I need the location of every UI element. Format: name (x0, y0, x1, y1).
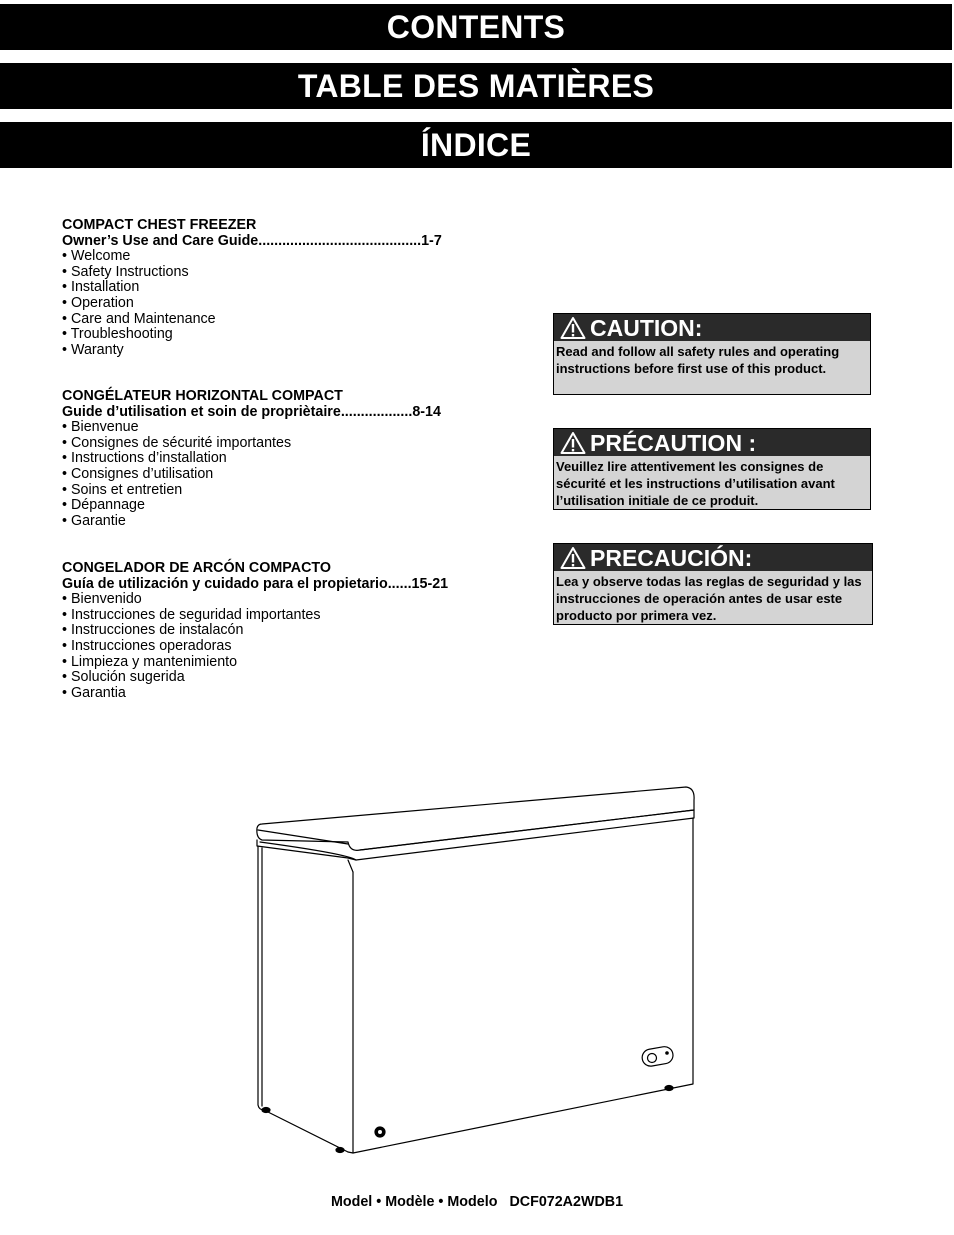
toc-item: • Welcome (62, 248, 131, 265)
toc-item: • Instrucciones operadoras (62, 637, 232, 654)
caution-title: PRECAUCIÓN: (590, 544, 753, 571)
toc-item: • Consignes d’utilisation (62, 465, 214, 482)
toc-item: • Instrucciones de seguridad importantes (62, 606, 321, 623)
toc-heading: CONGELADOR DE ARCÓN COMPACTO (62, 560, 331, 576)
toc-french-section (62, 389, 502, 529)
caution-text: Read and follow all safety rules and operating instructions before first use of this product. (556, 344, 840, 376)
toc-item: • Bienvenido (62, 591, 142, 608)
toc-item: • Soins et entretien (62, 481, 183, 498)
toc-heading: COMPACT CHEST FREEZER (62, 217, 257, 233)
toc-item: • Consignes de sécurité importantes (62, 434, 292, 451)
toc-item: • Waranty (62, 341, 124, 358)
contents-banner: CONTENTS (0, 4, 952, 50)
table-des-matieres-banner: TABLE DES MATIÈRES (0, 63, 952, 109)
caution-header (554, 544, 872, 571)
indice-banner: ÍNDICE (0, 122, 952, 168)
toc-item: • Safety Instructions (62, 263, 189, 280)
toc-item: • Care and Maintenance (62, 310, 216, 327)
warning-triangle-icon (560, 546, 586, 570)
toc-item: • Garantia (62, 684, 126, 701)
model-line (0, 1194, 954, 1210)
caution-box-french (553, 428, 871, 510)
toc-item: • Garantie (62, 512, 126, 529)
toc-item: • Troubleshooting (62, 326, 173, 343)
caution-text: Lea y observe todas las reglas de seguridad y las instrucciones de operación antes de usar este producto por primera vez. (556, 574, 862, 623)
toc-guide-entry[interactable]: Owner’s Use and Care Guide.........................................1-7 (62, 232, 442, 249)
warning-triangle-icon (560, 316, 586, 340)
model-label: Model • Modèle • Modelo (330, 1194, 498, 1210)
caution-title: PRÉCAUTION : (590, 429, 757, 456)
caution-title: CAUTION: (590, 314, 703, 341)
toc-item: • Bienvenue (62, 419, 139, 436)
toc-item: • Limpieza y mantenimiento (62, 653, 238, 670)
model-number: DCF072A2WDB1 (509, 1194, 624, 1210)
toc-item: • Solución sugerida (62, 669, 185, 686)
toc-item: • Installation (62, 279, 140, 296)
warning-triangle-icon (560, 431, 586, 455)
toc-item: • Instructions d’installation (62, 450, 227, 467)
caution-header (554, 314, 870, 341)
toc-item-list (62, 249, 502, 358)
toc-item-list (62, 592, 502, 701)
caution-box-english (553, 313, 871, 395)
caution-text: Veuillez lire attentivement les consignes de sécurité et les instructions d’utilisation avant l’utilisation initiale de ce produit. (556, 459, 835, 508)
toc-item: • Instrucciones de instalacón (62, 622, 244, 639)
toc-heading: CONGÉLATEUR HORIZONTAL COMPACT (62, 388, 343, 404)
toc-item: • Operation (62, 294, 134, 311)
toc-guide-entry[interactable]: Guía de utilización y cuidado para el propietario......15-21 (62, 575, 449, 592)
toc-spanish-section (62, 561, 502, 701)
chest-freezer-illustration (250, 780, 700, 1155)
toc-guide-entry[interactable]: Guide d’utilisation et soin de propriètaire..................8-14 (62, 403, 441, 420)
caution-box-spanish (553, 543, 873, 625)
toc-english-section (62, 218, 502, 358)
toc-item-list (62, 420, 502, 529)
caution-header (554, 429, 870, 456)
toc-item: • Dépannage (62, 497, 145, 514)
